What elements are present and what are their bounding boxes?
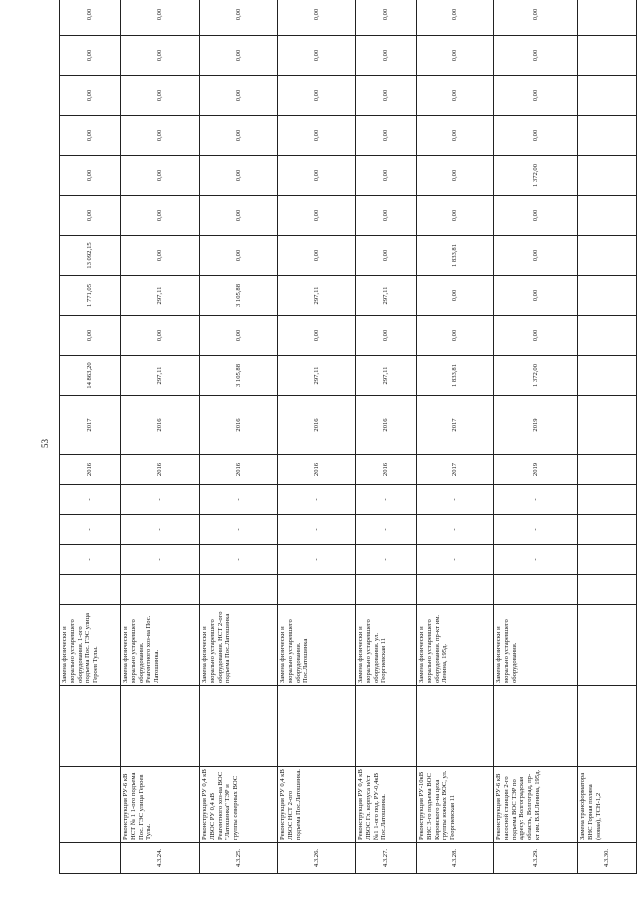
dash-cell: - <box>278 515 356 545</box>
year-value-cell: 0,00 <box>200 36 278 76</box>
year-value-cell: 0,00 <box>121 36 200 76</box>
row-number-cell: 4.3.29. <box>494 843 578 874</box>
dash-cell: - <box>417 515 494 545</box>
table-row <box>278 0 356 874</box>
name-cell: Реконструкция РУ 0,4 кВ ЛВОС РУ 0,4 кВ Реагентного хоз-ва ВОС "Латошинка" ТЭР и группы северных ВОС <box>200 767 278 843</box>
dash-cell: - <box>278 485 356 515</box>
end-year-cell: 2016 <box>200 396 278 455</box>
table-row <box>121 0 200 874</box>
year-value-cell <box>578 276 637 316</box>
row-number-cell: 4.3.25. <box>200 843 278 874</box>
empty-cell <box>578 575 637 605</box>
year-value-cell: 1 771,05 <box>60 276 121 316</box>
year-value-cell: 0,00 <box>356 76 417 116</box>
year-value-cell: 0,00 <box>278 236 356 276</box>
description-cell: Замена физически и морально устаревшего оборудования. <box>494 605 578 686</box>
year-value-cell: 0,00 <box>356 196 417 236</box>
table-row <box>494 0 578 874</box>
dash-cell <box>578 545 637 575</box>
year-value-cell <box>578 0 637 36</box>
cost-cell <box>578 356 637 396</box>
dash-cell: - <box>494 545 578 575</box>
description-cell: Замена физически и морально устаревшего оборудования. НСТ 2-ого подъема Пос.Латошинка <box>200 605 278 686</box>
empty-cell <box>121 575 200 605</box>
page-number: 53 <box>40 439 50 448</box>
year-value-cell: 0,00 <box>278 0 356 36</box>
row-number-cell: 4.3.30. <box>578 843 637 874</box>
empty-cell <box>356 575 417 605</box>
row-number-cell: 4.3.26. <box>278 843 356 874</box>
dash-cell <box>578 515 637 545</box>
cost-cell: 297,11 <box>121 356 200 396</box>
year-value-cell: 0,00 <box>121 0 200 36</box>
dash-cell: - <box>200 515 278 545</box>
cost-cell: 1 833,81 <box>417 356 494 396</box>
year-value-cell: 0,00 <box>356 0 417 36</box>
end-year-cell: 2017 <box>417 396 494 455</box>
description-cell: Замена физически и морально устаревшего оборудования. Пос.Латошинка <box>278 605 356 686</box>
start-year-cell: 2016 <box>121 455 200 485</box>
empty-cell <box>578 686 637 767</box>
year-value-cell: 0,00 <box>356 156 417 196</box>
empty-cell <box>417 686 494 767</box>
empty-cell <box>356 686 417 767</box>
dash-cell: - <box>494 485 578 515</box>
rotated-table-container <box>59 8 611 874</box>
year-value-cell: 0,00 <box>494 0 578 36</box>
start-year-cell <box>578 455 637 485</box>
year-value-cell: 0,00 <box>200 0 278 36</box>
dash-cell: - <box>417 545 494 575</box>
row-number-cell: 4.3.24. <box>121 843 200 874</box>
cost-cell: 1 372,00 <box>494 356 578 396</box>
cost-cell: 3 105,88 <box>200 356 278 396</box>
year-value-cell: 297,11 <box>121 276 200 316</box>
cost-cell: 297,11 <box>278 356 356 396</box>
description-cell: Замена физически и морально устаревшего оборудования. 1-ого подъема Пос. ГЭС улица Героев Тулы. <box>60 605 121 686</box>
investment-table <box>59 0 637 874</box>
year-value-cell: 0,00 <box>417 316 494 356</box>
year-value-cell: 0,00 <box>356 316 417 356</box>
year-value-cell: 0,00 <box>60 76 121 116</box>
empty-cell <box>494 575 578 605</box>
year-value-cell: 0,00 <box>494 76 578 116</box>
empty-cell <box>278 686 356 767</box>
table-row <box>60 0 121 874</box>
year-value-cell: 0,00 <box>494 196 578 236</box>
year-value-cell: 0,00 <box>278 76 356 116</box>
name-cell: Реконструкция РУ 0,4 кВ ЛВОС Гл. корпуса н/ст №1 1-ого под. РУ-0,4кВ Пос.Латошинка. <box>356 767 417 843</box>
year-value-cell: 1 372,00 <box>494 156 578 196</box>
empty-cell <box>494 686 578 767</box>
year-value-cell: 0,00 <box>417 76 494 116</box>
dash-cell: - <box>121 485 200 515</box>
year-value-cell: 0,00 <box>356 116 417 156</box>
dash-cell: - <box>60 545 121 575</box>
year-value-cell: 0,00 <box>60 316 121 356</box>
end-year-cell: 2016 <box>356 396 417 455</box>
year-value-cell: 297,11 <box>356 276 417 316</box>
dash-cell: - <box>121 545 200 575</box>
year-value-cell: 0,00 <box>417 116 494 156</box>
year-value-cell <box>578 156 637 196</box>
year-value-cell: 0,00 <box>417 0 494 36</box>
empty-cell <box>417 575 494 605</box>
table-row <box>356 0 417 874</box>
year-value-cell: 297,11 <box>278 276 356 316</box>
name-cell: Реконструкция РУ 0,4 кВ ЛВОС НСТ 2-ого подъема Пос.Латошинка. <box>278 767 356 843</box>
year-value-cell <box>578 76 637 116</box>
description-cell: Замена физически и морально устаревшего оборудования. ул. Георгиевская 11 <box>356 605 417 686</box>
year-value-cell: 0,00 <box>278 316 356 356</box>
year-value-cell: 0,00 <box>121 236 200 276</box>
name-cell: Реконструкция РУ-10кВ ВНС 3-го подъема ВОС Кировского р-на цеха группы южных ВОС, ул. Георгиевская 11 <box>417 767 494 843</box>
year-value-cell <box>578 196 637 236</box>
empty-cell <box>60 767 121 843</box>
year-value-cell: 1 833,81 <box>417 236 494 276</box>
year-value-cell: 0,00 <box>278 36 356 76</box>
row-number-cell: 4.3.27. <box>356 843 417 874</box>
year-value-cell: 0,00 <box>60 36 121 76</box>
year-value-cell: 0,00 <box>60 116 121 156</box>
dash-cell: - <box>356 485 417 515</box>
year-value-cell: 0,00 <box>494 36 578 76</box>
end-year-cell: 2019 <box>494 396 578 455</box>
year-value-cell <box>578 316 637 356</box>
end-year-cell <box>578 396 637 455</box>
empty-cell <box>60 843 121 874</box>
empty-cell <box>278 575 356 605</box>
empty-cell <box>200 575 278 605</box>
table-row <box>417 0 494 874</box>
year-value-cell: 0,00 <box>200 156 278 196</box>
cost-cell: 297,11 <box>356 356 417 396</box>
year-value-cell: 13 092,15 <box>60 236 121 276</box>
name-cell: Реконструкция РУ-6 кВ НСТ № 1 1-ого подъема Пос. ГЭС улица Героев Тулы. <box>121 767 200 843</box>
dash-cell: - <box>278 545 356 575</box>
year-value-cell: 0,00 <box>494 116 578 156</box>
start-year-cell: 2016 <box>278 455 356 485</box>
year-value-cell: 3 105,88 <box>200 276 278 316</box>
start-year-cell: 2016 <box>60 455 121 485</box>
year-value-cell: 0,00 <box>278 156 356 196</box>
year-value-cell: 0,00 <box>60 196 121 236</box>
table-row <box>200 0 278 874</box>
year-value-cell: 0,00 <box>494 236 578 276</box>
year-value-cell <box>578 236 637 276</box>
year-value-cell: 0,00 <box>278 116 356 156</box>
year-value-cell: 0,00 <box>200 76 278 116</box>
year-value-cell: 0,00 <box>200 236 278 276</box>
year-value-cell: 0,00 <box>200 196 278 236</box>
year-value-cell: 0,00 <box>121 316 200 356</box>
year-value-cell: 0,00 <box>60 0 121 36</box>
dash-cell: - <box>356 515 417 545</box>
end-year-cell: 2016 <box>121 396 200 455</box>
start-year-cell: 2016 <box>356 455 417 485</box>
start-year-cell: 2017 <box>417 455 494 485</box>
year-value-cell: 0,00 <box>200 316 278 356</box>
year-value-cell: 0,00 <box>121 116 200 156</box>
year-value-cell: 0,00 <box>356 236 417 276</box>
year-value-cell: 0,00 <box>200 116 278 156</box>
start-year-cell: 2019 <box>494 455 578 485</box>
cost-cell: 14 863,20 <box>60 356 121 396</box>
table-row <box>578 0 637 874</box>
dash-cell: - <box>356 545 417 575</box>
description-cell: Замена физически и морально устаревшего оборудования. пр-кт им. Ленина, 195д. <box>417 605 494 686</box>
dash-cell: - <box>417 485 494 515</box>
dash-cell <box>578 485 637 515</box>
year-value-cell: 0,00 <box>417 196 494 236</box>
year-value-cell: 0,00 <box>417 156 494 196</box>
dash-cell: - <box>494 515 578 545</box>
year-value-cell <box>578 116 637 156</box>
empty-cell <box>200 686 278 767</box>
description-cell <box>578 605 637 686</box>
year-value-cell <box>578 36 637 76</box>
table-body <box>60 0 637 874</box>
year-value-cell: 0,00 <box>494 316 578 356</box>
empty-cell <box>60 575 121 605</box>
year-value-cell: 0,00 <box>356 36 417 76</box>
dash-cell: - <box>200 485 278 515</box>
end-year-cell: 2017 <box>60 396 121 455</box>
empty-cell <box>121 686 200 767</box>
name-cell: Реконструкция РУ-6 кВ насосной станции 2-го подъема ВОС ТЭР по адресу: Волгоградская область, Волгоград, пр-кт им. В.И.Ленина, 195д. <box>494 767 578 843</box>
year-value-cell: 0,00 <box>417 36 494 76</box>
year-value-cell: 0,00 <box>278 196 356 236</box>
end-year-cell: 2016 <box>278 396 356 455</box>
year-value-cell: 0,00 <box>121 196 200 236</box>
dash-cell: - <box>121 515 200 545</box>
dash-cell: - <box>60 515 121 545</box>
year-value-cell: 0,00 <box>417 276 494 316</box>
empty-cell <box>60 686 121 767</box>
description-cell: Замена физически и морально устаревшего оборудования. Реагентного хоз-ва Пос. Латошинка. <box>121 605 200 686</box>
dash-cell: - <box>60 485 121 515</box>
year-value-cell: 0,00 <box>60 156 121 196</box>
year-value-cell: 0,00 <box>121 156 200 196</box>
row-number-cell: 4.3.28. <box>417 843 494 874</box>
year-value-cell: 0,00 <box>121 76 200 116</box>
year-value-cell: 0,00 <box>494 276 578 316</box>
start-year-cell: 2016 <box>200 455 278 485</box>
name-cell: Замена трансформатора ВНС Горная поляна (новая), ТСН-1,2 <box>578 767 637 843</box>
dash-cell: - <box>200 545 278 575</box>
